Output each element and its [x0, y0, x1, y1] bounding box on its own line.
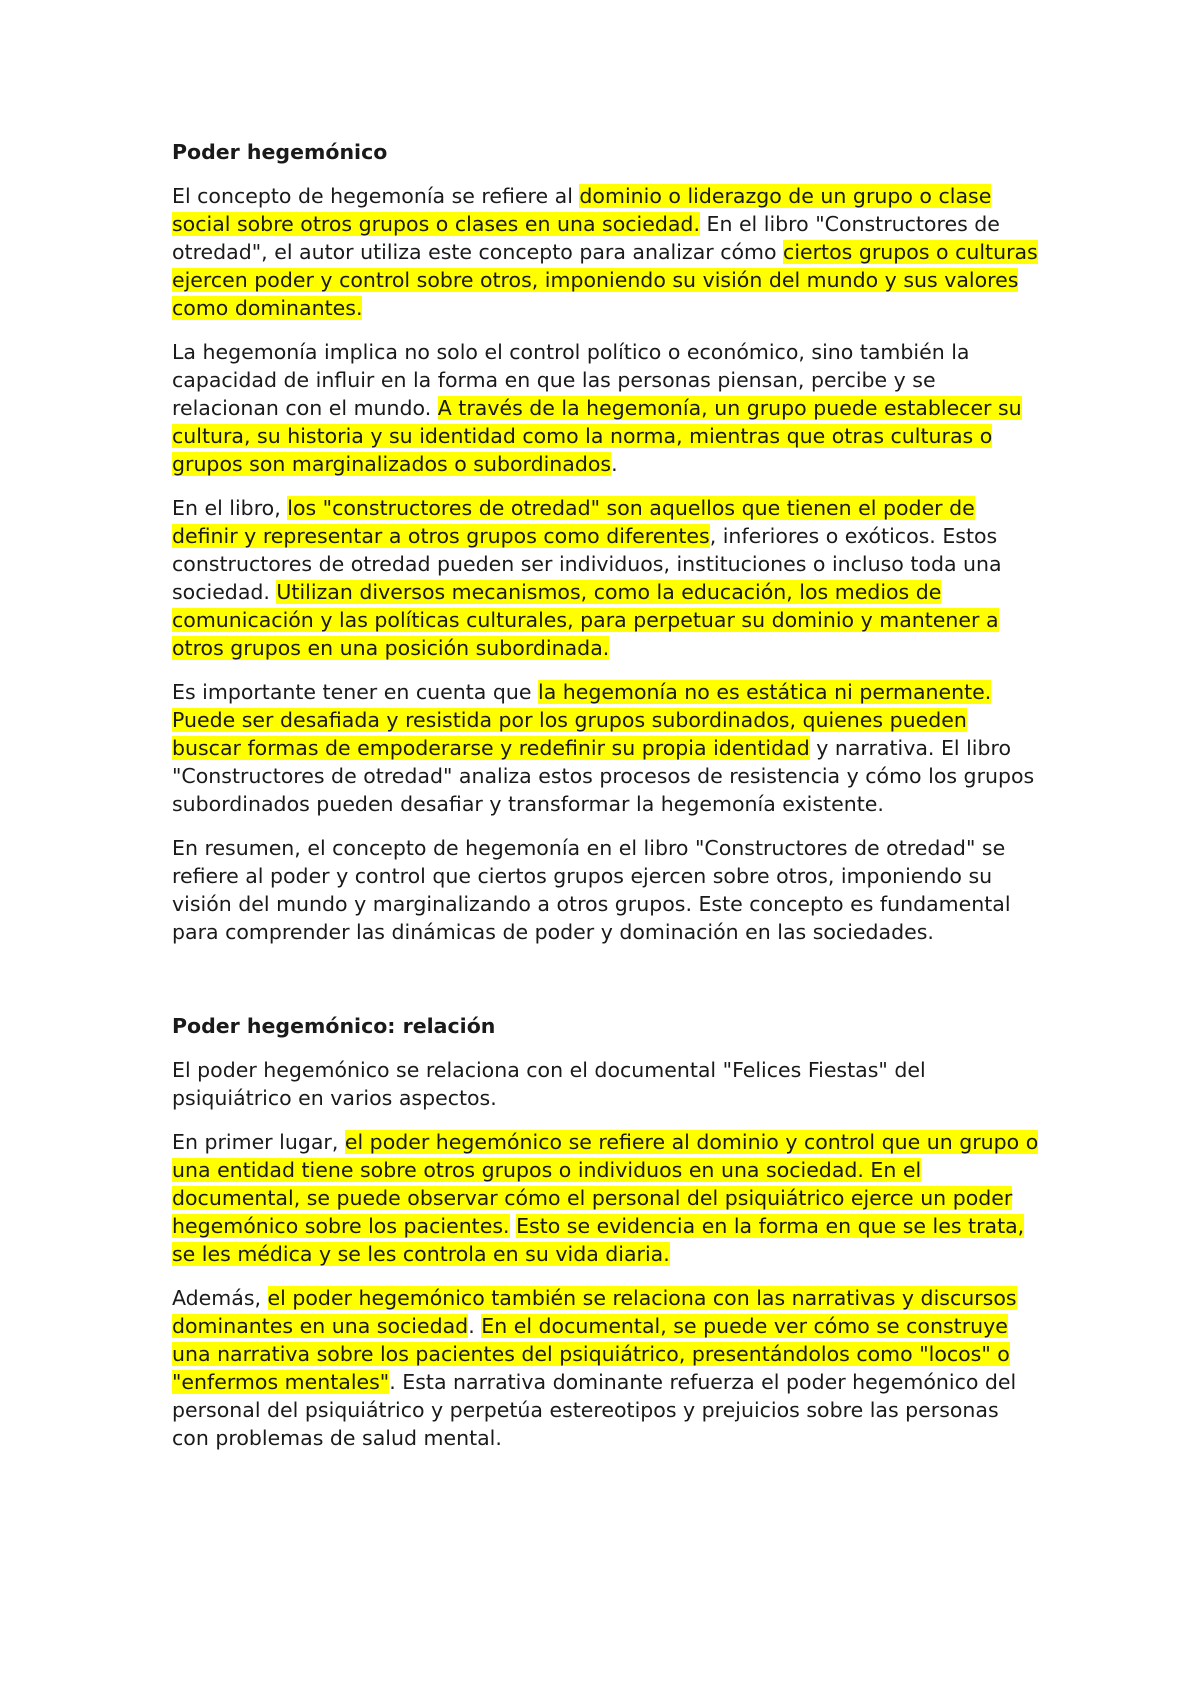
- text-run: .: [611, 452, 618, 476]
- paragraph: [172, 1056, 1040, 1112]
- document-section: [172, 1012, 1040, 1452]
- paragraph: [172, 1128, 1040, 1268]
- paragraph: [172, 1284, 1040, 1452]
- section-heading: Poder hegemónico: [172, 140, 388, 164]
- highlighted-text: ciertos grupos o culturas ejercen poder y control sobre otros, imponiendo su visión del mundo y sus valores como dominantes.: [172, 240, 1038, 320]
- paragraph: [172, 678, 1040, 818]
- text-run: Además,: [172, 1286, 268, 1310]
- highlighted-text: A través de la hegemonía, un grupo puede establecer su cultura, su historia y su identidad como la norma, mientras que otras culturas o grupos son marginalizados o subordinados: [172, 396, 1022, 476]
- highlighted-text: dominio o liderazgo de un grupo o clase social sobre otros grupos o clases en una sociedad.: [172, 184, 992, 236]
- highlighted-text: Utilizan diversos mecanismos, como la educación, los medios de comunicación y las políticas culturales, para perpetuar su dominio y mantener a otros grupos en una posición subordinada.: [172, 580, 999, 660]
- text-run: En primer lugar,: [172, 1130, 345, 1154]
- highlighted-text: En el documental, se puede ver cómo se construye una narrativa sobre los pacientes del psiquiátrico, presentándolos como "locos" o "enfermos mentales": [172, 1314, 1010, 1394]
- document-body: [172, 138, 1040, 1468]
- text-run: El concepto de hegemonía se refiere al: [172, 184, 580, 208]
- text-run: En el libro "Constructores de otredad", el autor utiliza este concepto para analizar cómo: [172, 212, 1000, 264]
- paragraph: [172, 338, 1040, 478]
- paragraph: [172, 494, 1040, 662]
- highlighted-text: los "constructores de otredad" son aquellos que tienen el poder de definir y representar a otros grupos como diferentes: [172, 496, 975, 548]
- highlighted-text: la hegemonía no es estática ni permanente. Puede ser desafiada y resistida por los grupos subordinados, quienes pueden buscar formas de empoderarse y redefinir su propia identidad: [172, 680, 992, 760]
- text-run: Es importante tener en cuenta que: [172, 680, 538, 704]
- section-spacer: [172, 962, 1040, 1012]
- text-run: .: [468, 1314, 482, 1338]
- text-run: La hegemonía implica no solo el control político o económico, sino también la capacidad de influir en la forma en que las personas piensan, percibe y se relacionan con el mundo.: [172, 340, 970, 420]
- document-section: [172, 138, 1040, 946]
- paragraph: [172, 182, 1040, 322]
- highlighted-text: el poder hegemónico se refiere al dominio y control que un grupo o una entidad tiene sobre otros grupos o individuos en una sociedad. En el documental, se puede observar cómo el personal del psiquiátrico ejerce un poder hegemónico sobre los pacientes.: [172, 1130, 1039, 1238]
- text-run: En resumen, el concepto de hegemonía en el libro "Constructores de otredad" se refiere al poder y control que ciertos grupos ejercen sobre otros, imponiendo su visión del mundo y marginalizando a otros grupos. Este concepto es fundamental para comprender las dinámicas de poder y dominación en las sociedades.: [172, 836, 1011, 944]
- text-run: El poder hegemónico se relaciona con el documental "Felices Fiestas" del psiquiátrico en varios aspectos.: [172, 1058, 926, 1110]
- highlighted-text: Esto se evidencia en la forma en que se les trata, se les médica y se les controla en su vida diaria.: [172, 1214, 1025, 1266]
- paragraph: [172, 834, 1040, 946]
- text-run: , inferiores o exóticos. Estos constructores de otredad pueden ser individuos, instituciones o incluso toda una sociedad.: [172, 524, 1002, 604]
- text-run: En el libro,: [172, 496, 288, 520]
- text-run: y narrativa. El libro "Constructores de otredad" analiza estos procesos de resistencia y cómo los grupos subordinados pueden desafiar y transformar la hegemonía existente.: [172, 736, 1035, 816]
- text-run: . Esta narrativa dominante refuerza el poder hegemónico del personal del psiquiátrico y perpetúa estereotipos y prejuicios sobre las personas con problemas de salud mental.: [172, 1370, 1017, 1450]
- section-heading: Poder hegemónico: relación: [172, 1014, 496, 1038]
- highlighted-text: el poder hegemónico también se relaciona con las narrativas y discursos dominantes en una sociedad: [172, 1286, 1017, 1338]
